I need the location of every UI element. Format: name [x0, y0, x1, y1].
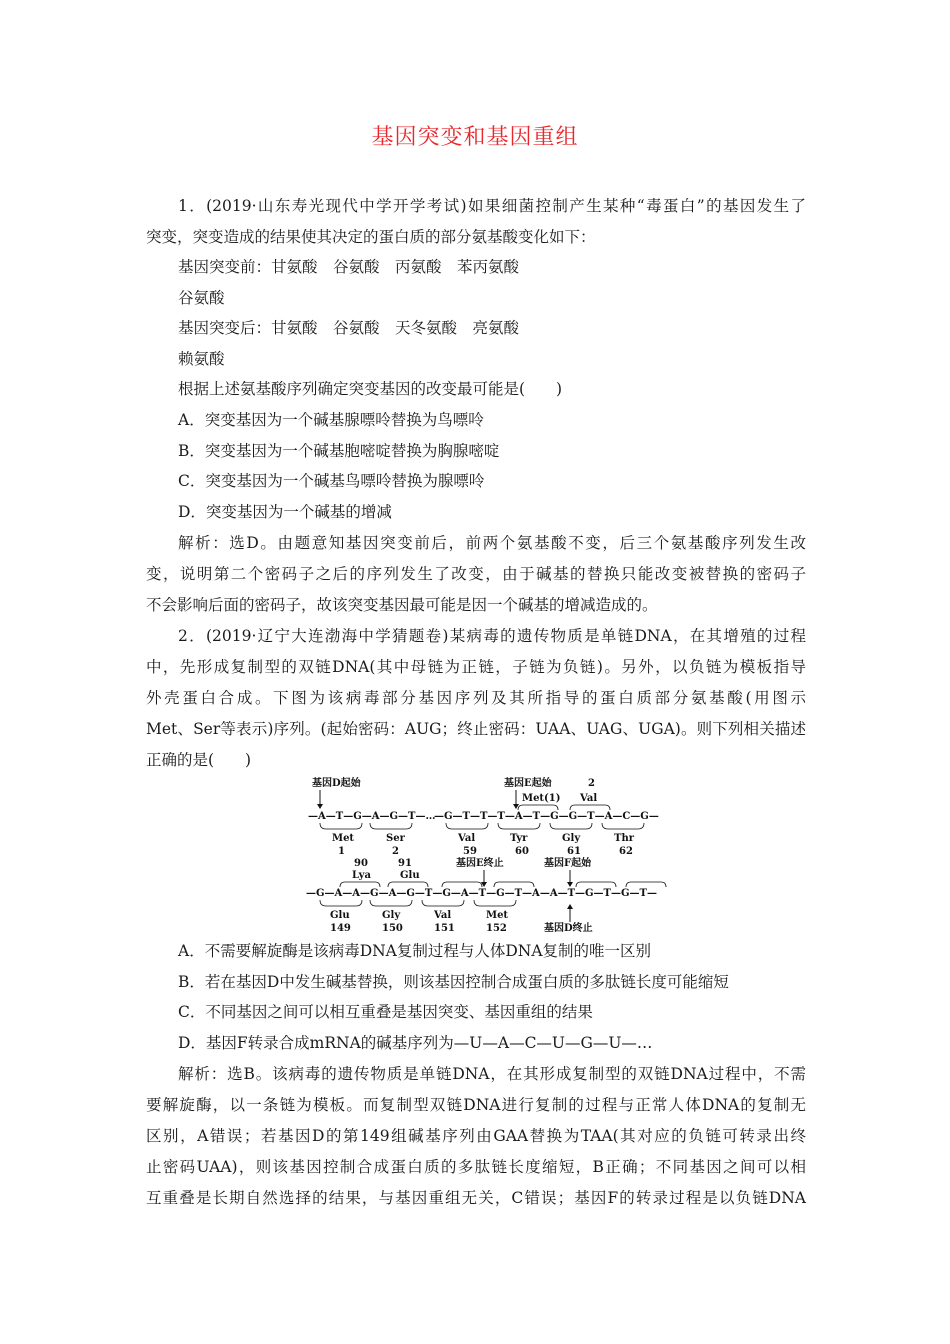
aa-row1-1: Met: [332, 833, 355, 844]
q1-stem-line-1: 1．(2019·山东寿光现代中学开学考试)如果细菌控制产生某种“毒蛋白”的基因发生了: [178, 197, 806, 215]
aa-row2-1: Glu: [330, 910, 350, 921]
sequence-row1-b: —G—T—T—T—A—T—G—G—T—A—C—G—: [434, 811, 659, 822]
label-gene-d-end: 基因D终止: [544, 923, 593, 934]
label-val-top: Val: [580, 793, 598, 804]
label-num-2: 2: [588, 778, 595, 789]
aa-row2-2: Gly: [382, 910, 401, 921]
q1-before-line-2: 谷氨酸: [178, 289, 225, 307]
label-lya: Lya: [352, 870, 371, 881]
aa-row1-6: Thr: [614, 833, 634, 844]
num-row2-4: 152: [486, 923, 507, 934]
label-glu-top: Glu: [400, 870, 420, 881]
aa-row1-4: Tyr: [510, 833, 528, 844]
q1-stem-line-2: 突变，突变造成的结果使其决定的蛋白质的部分氨基酸变化如下：: [146, 228, 596, 246]
num-row1-3: 59: [463, 846, 477, 857]
q1-option-b: B．突变基因为一个碱基胞嘧啶替换为胸腺嘧啶: [178, 442, 500, 460]
q1-option-a: A．突变基因为一个碱基腺嘌呤替换为鸟嘌呤: [178, 411, 484, 429]
label-gene-e-end: 基因E终止: [456, 858, 504, 869]
sequence-row2: —G—A—A—G—A—G—T—G—A—T—G—T—A—A—T—G—T—G—T—: [306, 888, 657, 899]
q1-after-line-2: 赖氨酸: [178, 350, 225, 368]
num-row1-2: 2: [392, 846, 399, 857]
q1-after-line: 基因突变后：甘氨酸 谷氨酸 天冬氨酸 亮氨酸: [178, 319, 520, 337]
num-row1-1: 1: [338, 846, 345, 857]
num-row1-6: 62: [619, 846, 633, 857]
gene-sequence-figure: [300, 774, 680, 934]
q1-before-line: 基因突变前：甘氨酸 谷氨酸 丙氨酸 苯丙氨酸: [178, 258, 520, 276]
label-met1: Met(1): [522, 793, 561, 804]
q1-option-d: D．突变基因为一个碱基的增减: [178, 503, 392, 521]
label-num-90: 90: [354, 858, 368, 869]
aa-row2-4: Met: [486, 910, 509, 921]
q2-option-a: A．不需要解旋酶是该病毒DNA复制过程与人体DNA复制的唯一区别: [178, 942, 652, 960]
q2-solution-line-3: 区别，A错误；若基因D的第149组碱基序列由GAA替换为TAA(其对应的负链可转录出终: [146, 1127, 806, 1145]
q2-solution-line-5: 互重叠是长期自然选择的结果，与基因重组无关，C错误；基因F的转录过程是以负链DNA: [146, 1189, 806, 1207]
q1-option-c: C．突变基因为一个碱基鸟嘌呤替换为腺嘌呤: [178, 472, 485, 490]
num-row1-4: 60: [515, 846, 529, 857]
aa-row1-5: Gly: [562, 833, 581, 844]
q2-solution-line-4: 止密码UAA)，则该基因控制合成蛋白质的多肽链长度缩短，B正确；不同基因之间可以相: [146, 1158, 806, 1176]
label-gene-f-start: 基因F起始: [544, 858, 592, 869]
q2-solution-line-1: 解析：选B。该病毒的遗传物质是单链DNA，在其形成复制型的双链DNA过程中，不需: [178, 1065, 806, 1083]
q2-stem-line-4: Met、Ser等表示)序列。(起始密码：AUG；终止密码：UAA、UAG、UGA)。则下列相关描述: [146, 720, 806, 738]
q1-solution-line-1: 解析：选D。由题意知基因突变前后，前两个氨基酸不变，后三个氨基酸序列发生改: [178, 534, 806, 552]
label-gene-e-start: 基因E起始: [504, 778, 552, 789]
q2-stem-line-2: 中，先形成复制型的双链DNA(其中母链为正链，子链为负链)。另外，以负链为模板指导: [146, 658, 806, 676]
aa-row1-3: Val: [458, 833, 476, 844]
q2-option-d: D．基因F转录合成mRNA的碱基序列为—U—A—C—U—G—U—…: [178, 1034, 653, 1052]
aa-row2-3: Val: [434, 910, 452, 921]
q1-solution-line-2: 变，说明第二个密码子之后的序列发生了改变，由于碱基的替换只能改变被替换的密码子: [146, 565, 806, 583]
label-num-91: 91: [398, 858, 412, 869]
q2-option-c: C．不同基因之间可以相互重叠是基因突变、基因重组的结果: [178, 1003, 593, 1021]
aa-row1-2: Ser: [386, 833, 405, 844]
q1-solution-line-3: 不会影响后面的密码子，故该突变基因最可能是因一个碱基的增减造成的。: [146, 596, 658, 614]
q2-solution-line-2: 要解旋酶，以一条链为模板。而复制型双链DNA进行复制的过程与正常人体DNA的复制无: [146, 1096, 806, 1114]
q2-option-b: B．若在基因D中发生碱基替换，则该基因控制合成蛋白质的多肽链长度可能缩短: [178, 973, 729, 991]
num-row2-3: 151: [434, 923, 455, 934]
document-title: 基因突变和基因重组: [371, 125, 579, 150]
q1-question: 根据上述氨基酸序列确定突变基因的改变最可能是( ): [178, 380, 563, 398]
sequence-row1-a: —A—T—G—A—G—T—…: [308, 811, 436, 822]
num-row1-5: 61: [567, 846, 581, 857]
num-row2-1: 149: [330, 923, 351, 934]
q2-stem-line-3: 外壳蛋白合成。下图为该病毒部分基因序列及其所指导的蛋白质部分氨基酸(用图示: [146, 689, 806, 707]
q2-stem-line-1: 2．(2019·辽宁大连渤海中学猜题卷)某病毒的遗传物质是单链DNA，在其增殖的过程: [178, 627, 806, 645]
q2-stem-line-5: 正确的是( ): [146, 751, 252, 769]
num-row2-2: 150: [382, 923, 403, 934]
label-gene-d-start: 基因D起始: [312, 778, 361, 789]
